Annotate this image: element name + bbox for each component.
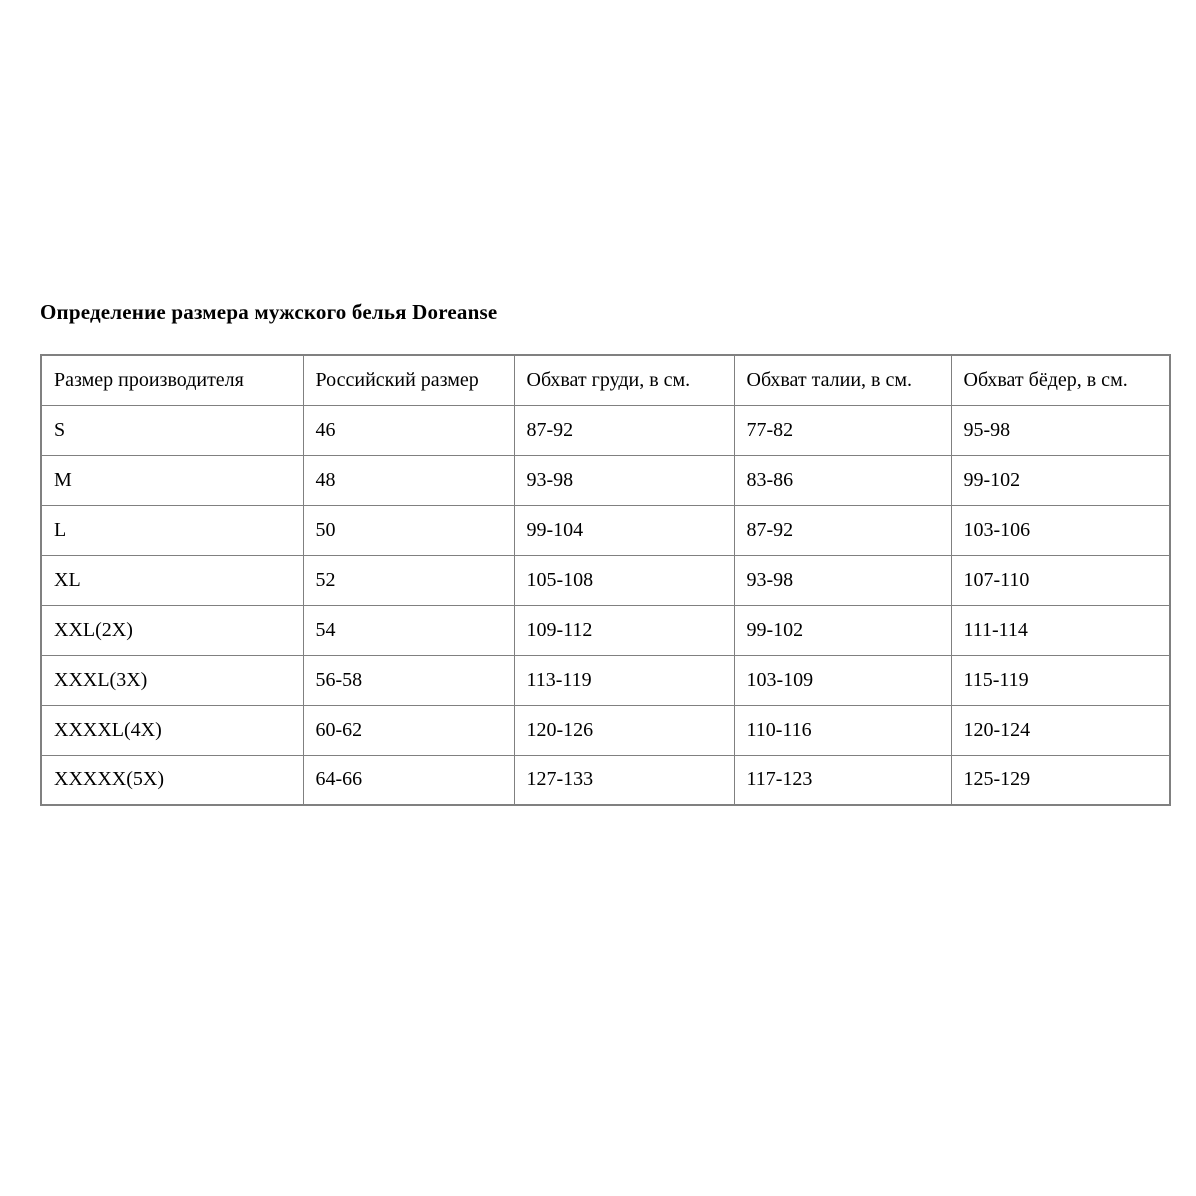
table-row (41, 755, 1170, 805)
header-cell: Российский размер (303, 355, 514, 405)
table-cell: 117-123 (734, 755, 951, 805)
table-cell: 60-62 (303, 705, 514, 755)
header-cell: Обхват талии, в см. (734, 355, 951, 405)
table-cell: 52 (303, 555, 514, 605)
table-cell: XXXL(3X) (41, 655, 303, 705)
table-cell: 125-129 (951, 755, 1170, 805)
table-cell: 127-133 (514, 755, 734, 805)
table-cell: 93-98 (734, 555, 951, 605)
table-cell: 54 (303, 605, 514, 655)
table-cell: 113-119 (514, 655, 734, 705)
table-cell: 56-58 (303, 655, 514, 705)
table-cell: 87-92 (734, 505, 951, 555)
table-cell: 103-106 (951, 505, 1170, 555)
table-cell: XXXXL(4X) (41, 705, 303, 755)
table-header-row (41, 355, 1170, 405)
table-cell: 93-98 (514, 455, 734, 505)
table-cell: 120-124 (951, 705, 1170, 755)
table-cell: 99-104 (514, 505, 734, 555)
table-cell: L (41, 505, 303, 555)
table-cell: 64-66 (303, 755, 514, 805)
table-cell: 95-98 (951, 405, 1170, 455)
table-cell: 46 (303, 405, 514, 455)
table-cell: 111-114 (951, 605, 1170, 655)
table-cell: M (41, 455, 303, 505)
table-row (41, 405, 1170, 455)
table-cell: XL (41, 555, 303, 605)
table-cell: 103-109 (734, 655, 951, 705)
table-cell: 48 (303, 455, 514, 505)
table-cell: 83-86 (734, 455, 951, 505)
table-cell: XXXXX(5X) (41, 755, 303, 805)
table-row (41, 655, 1170, 705)
table-cell: 50 (303, 505, 514, 555)
table-cell: 105-108 (514, 555, 734, 605)
table-row (41, 605, 1170, 655)
table-cell: 87-92 (514, 405, 734, 455)
table-cell: 109-112 (514, 605, 734, 655)
size-table (40, 354, 1171, 806)
header-cell: Обхват бёдер, в см. (951, 355, 1170, 405)
table-body (41, 405, 1170, 805)
table-cell: 99-102 (734, 605, 951, 655)
table-cell: XXL(2X) (41, 605, 303, 655)
table-cell: 120-126 (514, 705, 734, 755)
table-cell: 99-102 (951, 455, 1170, 505)
table-cell: S (41, 405, 303, 455)
table-cell: 77-82 (734, 405, 951, 455)
table-cell: 107-110 (951, 555, 1170, 605)
header-cell: Размер производителя (41, 355, 303, 405)
page-title: Определение размера мужского белья Doreanse (40, 300, 498, 324)
header-cell: Обхват груди, в см. (514, 355, 734, 405)
table-row (41, 455, 1170, 505)
table-row (41, 705, 1170, 755)
table-row (41, 505, 1170, 555)
table-cell: 110-116 (734, 705, 951, 755)
table-row (41, 555, 1170, 605)
table-cell: 115-119 (951, 655, 1170, 705)
